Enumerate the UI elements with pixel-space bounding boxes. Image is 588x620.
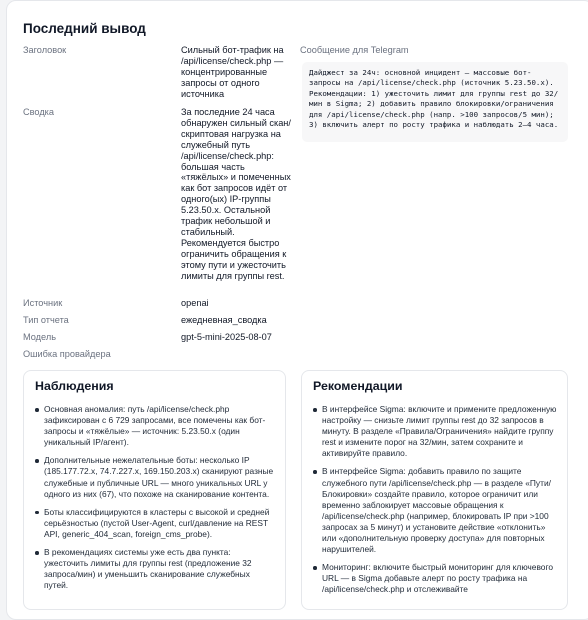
headline-value: Сильный бот-трафик на /api/license/check.php — концентрированные запросы от одного источника bbox=[181, 45, 284, 99]
summary-value: За последние 24 часа обнаружен сильный скан/скриптовая нагрузка на служебный путь /api/license/check.php: большая часть «тяжёлых» и помеченных как бот запросов идёт от одного(ых) IP-группы 5.23.50.x. Остальной трафик небольшой и стабильный. Рекомендуется быстро ограничить обращения к этому пути и ужесточить лимиты для группы rest. bbox=[181, 107, 291, 281]
observation-text: Основная аномалия: путь /api/license/check.php зафиксирован с 6 729 запросами, все помечены как бот-запросы и «тяжёлые» — источник: 5.23.50.x (один уникальный IP/агент). bbox=[44, 404, 266, 448]
model-label: Модель bbox=[23, 332, 56, 342]
report-type-value: ежедневная_сводка bbox=[181, 315, 267, 325]
report-type-label: Тип отчета bbox=[23, 315, 69, 325]
recommendation-text: Мониторинг: включите быстрый мониторинг для ключевого URL — в Sigma добавьте алерт по росту трафика на /api/license/check.php и отслеживайте bbox=[322, 562, 553, 595]
headline-label: Заголовок bbox=[23, 45, 67, 55]
observation-text: В рекомендациях системы уже есть два пункта: ужесточить лимиты для группы rest (предложение 32 запроса/мин) и уменьшить сканирование служебных путей. bbox=[44, 547, 252, 591]
observation-item bbox=[34, 404, 275, 448]
section-title: Последний вывод bbox=[23, 21, 146, 36]
recommendation-text: В интерфейсе Sigma: добавить правило по защите служебного пути /api/license/check.php — в разделе «Пути/Блокировки» создайте правило, которое ограничит или временно заблокирует массовые обращения к /api/license/check.php (например, блокировать IP при >100 запросах за 5 минут) и установите действие «отклонить» или «дополнительную проверку доступа» для повторных нарушителей. bbox=[322, 466, 551, 555]
source-value: openai bbox=[181, 298, 209, 308]
model-value: gpt-5-mini-2025-08-07 bbox=[181, 332, 272, 342]
observations-list bbox=[34, 404, 275, 598]
observation-item bbox=[34, 455, 275, 499]
observation-item bbox=[34, 547, 275, 591]
recommendations-title: Рекомендации bbox=[313, 379, 403, 393]
recommendation-text: В интерфейсе Sigma: включите и примените предложенную настройку — снизьте лимит группы rest до 32 запросов в минуту. В разделе «Правила/Ограничения» найдите группу rest и измените порог на 32/мин, затем сохраните и активируйте правило. bbox=[322, 404, 557, 459]
recommendation-item bbox=[312, 466, 557, 555]
observation-item bbox=[34, 507, 275, 540]
bullet-icon bbox=[313, 566, 317, 570]
source-label: Источник bbox=[23, 298, 63, 308]
telegram-message-label: Сообщение для Telegram bbox=[300, 45, 409, 55]
telegram-message-text: Дайджест за 24ч: основной инцидент — массовые бот-запросы на /api/license/check.php (источник 5.23.50.x). Рекомендации: 1) ужесточить лимит для группы rest до 32/мин в Sigma; 2) добавить правило блокировки/ограничения для /api/license/check.php (напр. >100 запросов/5 мин); 3) включить алерт по росту трафика и наблюдать 2–4 часа. bbox=[309, 68, 559, 130]
recommendation-item bbox=[312, 562, 557, 595]
bullet-icon bbox=[35, 551, 39, 555]
summary-label: Сводка bbox=[23, 107, 55, 117]
provider-error-label: Ошибка провайдера bbox=[23, 349, 111, 359]
bullet-icon bbox=[35, 511, 39, 515]
recommendation-item bbox=[312, 404, 557, 459]
bullet-icon bbox=[313, 470, 317, 474]
observations-panel bbox=[23, 370, 286, 610]
latest-output-card bbox=[6, 0, 588, 620]
bullet-icon bbox=[35, 459, 39, 463]
bullet-icon bbox=[35, 408, 39, 412]
observations-title: Наблюдения bbox=[35, 379, 114, 393]
bullet-icon bbox=[313, 408, 317, 412]
telegram-message-box[interactable] bbox=[302, 62, 568, 142]
recommendations-panel bbox=[301, 370, 568, 610]
observation-text: Дополнительные нежелательные боты: несколько IP (185.177.72.x, 74.7.227.x, 169.150.203.x) сканируют разные служебные и публичные URL — много уникальных URL у одного из них (67), что похоже на сканирование контента. bbox=[44, 455, 274, 499]
recommendations-list bbox=[312, 404, 557, 603]
observation-text: Боты классифицируются в кластеры с высокой и средней серьёзностью (пустой User-Agent, curl/давление на REST API, generic_404_scan, foreign_cms_probe). bbox=[44, 506, 270, 539]
